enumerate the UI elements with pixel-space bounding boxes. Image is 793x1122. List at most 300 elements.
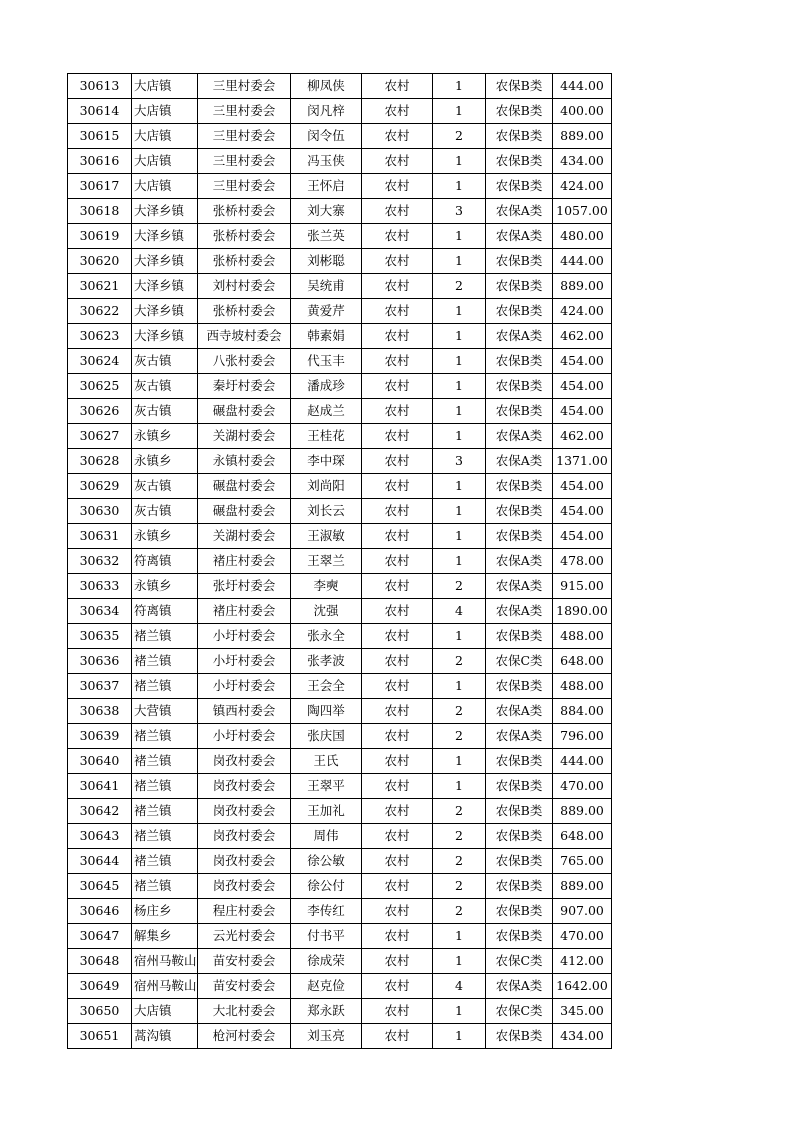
record-id-cell: 30620 (68, 249, 132, 274)
person-name-cell: 王会全 (291, 674, 362, 699)
member-count-cell: 1 (433, 74, 486, 99)
household-type-cell: 农村 (362, 599, 433, 624)
record-id-cell: 30616 (68, 149, 132, 174)
person-name-cell: 沈强 (291, 599, 362, 624)
household-type-cell: 农村 (362, 299, 433, 324)
table-row (68, 574, 612, 599)
member-count-cell: 4 (433, 599, 486, 624)
amount-cell: 454.00 (553, 374, 612, 399)
household-type-cell: 农村 (362, 99, 433, 124)
household-type-cell: 农村 (362, 874, 433, 899)
village-committee-cell: 关湖村委会 (198, 524, 291, 549)
insurance-category-cell: 农保B类 (486, 74, 553, 99)
amount-cell: 889.00 (553, 124, 612, 149)
amount-cell: 1371.00 (553, 449, 612, 474)
town-cell: 大泽乡镇 (132, 274, 198, 299)
amount-cell: 454.00 (553, 349, 612, 374)
village-committee-cell: 小圩村委会 (198, 724, 291, 749)
village-committee-cell: 苗安村委会 (198, 949, 291, 974)
amount-cell: 1642.00 (553, 974, 612, 999)
record-id-cell: 30644 (68, 849, 132, 874)
village-committee-cell: 三里村委会 (198, 74, 291, 99)
table-row (68, 849, 612, 874)
table-row (68, 449, 612, 474)
village-committee-cell: 云光村委会 (198, 924, 291, 949)
village-committee-cell: 张桥村委会 (198, 249, 291, 274)
table-row (68, 124, 612, 149)
record-id-cell: 30630 (68, 499, 132, 524)
amount-cell: 488.00 (553, 674, 612, 699)
household-type-cell: 农村 (362, 749, 433, 774)
member-count-cell: 2 (433, 649, 486, 674)
member-count-cell: 1 (433, 99, 486, 124)
town-cell: 灰古镇 (132, 374, 198, 399)
town-cell: 大店镇 (132, 99, 198, 124)
village-committee-cell: 程庄村委会 (198, 899, 291, 924)
table-row (68, 99, 612, 124)
amount-cell: 478.00 (553, 549, 612, 574)
member-count-cell: 2 (433, 124, 486, 149)
insurance-category-cell: 农保C类 (486, 649, 553, 674)
member-count-cell: 1 (433, 324, 486, 349)
member-count-cell: 2 (433, 724, 486, 749)
village-committee-cell: 小圩村委会 (198, 649, 291, 674)
record-id-cell: 30623 (68, 324, 132, 349)
town-cell: 褚兰镇 (132, 674, 198, 699)
table-row (68, 549, 612, 574)
record-id-cell: 30614 (68, 99, 132, 124)
table-row (68, 224, 612, 249)
person-name-cell: 李中琛 (291, 449, 362, 474)
member-count-cell: 2 (433, 574, 486, 599)
table-row (68, 624, 612, 649)
member-count-cell: 3 (433, 199, 486, 224)
village-committee-cell: 岗孜村委会 (198, 824, 291, 849)
insurance-category-cell: 农保B类 (486, 824, 553, 849)
town-cell: 蒿沟镇 (132, 1024, 198, 1049)
member-count-cell: 1 (433, 399, 486, 424)
table-row (68, 349, 612, 374)
village-committee-cell: 小圩村委会 (198, 624, 291, 649)
town-cell: 大泽乡镇 (132, 199, 198, 224)
insurance-category-cell: 农保A类 (486, 974, 553, 999)
insurance-category-cell: 农保B类 (486, 874, 553, 899)
record-id-cell: 30648 (68, 949, 132, 974)
record-id-cell: 30624 (68, 349, 132, 374)
household-type-cell: 农村 (362, 849, 433, 874)
insurance-category-cell: 农保B类 (486, 474, 553, 499)
insurance-category-cell: 农保A类 (486, 449, 553, 474)
household-type-cell: 农村 (362, 799, 433, 824)
member-count-cell: 1 (433, 424, 486, 449)
person-name-cell: 周伟 (291, 824, 362, 849)
person-name-cell: 王翠平 (291, 774, 362, 799)
town-cell: 褚兰镇 (132, 849, 198, 874)
household-type-cell: 农村 (362, 349, 433, 374)
insurance-category-cell: 农保A类 (486, 574, 553, 599)
amount-cell: 424.00 (553, 174, 612, 199)
insurance-category-cell: 农保B类 (486, 274, 553, 299)
record-id-cell: 30629 (68, 474, 132, 499)
household-type-cell: 农村 (362, 449, 433, 474)
village-committee-cell: 岗孜村委会 (198, 849, 291, 874)
table-row (68, 174, 612, 199)
town-cell: 褚兰镇 (132, 749, 198, 774)
household-type-cell: 农村 (362, 999, 433, 1024)
person-name-cell: 陶四举 (291, 699, 362, 724)
person-name-cell: 吴统甫 (291, 274, 362, 299)
person-name-cell: 李传红 (291, 899, 362, 924)
town-cell: 大店镇 (132, 149, 198, 174)
record-id-cell: 30631 (68, 524, 132, 549)
amount-cell: 884.00 (553, 699, 612, 724)
household-type-cell: 农村 (362, 824, 433, 849)
member-count-cell: 1 (433, 749, 486, 774)
town-cell: 永镇乡 (132, 424, 198, 449)
person-name-cell: 代玉丰 (291, 349, 362, 374)
amount-cell: 345.00 (553, 999, 612, 1024)
table-row (68, 774, 612, 799)
amount-cell: 444.00 (553, 74, 612, 99)
household-type-cell: 农村 (362, 424, 433, 449)
insurance-category-cell: 农保B类 (486, 924, 553, 949)
town-cell: 符离镇 (132, 599, 198, 624)
member-count-cell: 1 (433, 349, 486, 374)
village-committee-cell: 褚庄村委会 (198, 599, 291, 624)
amount-cell: 470.00 (553, 924, 612, 949)
town-cell: 大店镇 (132, 999, 198, 1024)
village-committee-cell: 镇西村委会 (198, 699, 291, 724)
member-count-cell: 1 (433, 174, 486, 199)
table-row (68, 199, 612, 224)
town-cell: 灰古镇 (132, 349, 198, 374)
person-name-cell: 柳凤侠 (291, 74, 362, 99)
member-count-cell: 1 (433, 624, 486, 649)
table-row (68, 474, 612, 499)
record-id-cell: 30622 (68, 299, 132, 324)
household-type-cell: 农村 (362, 624, 433, 649)
record-id-cell: 30636 (68, 649, 132, 674)
person-name-cell: 王淑敏 (291, 524, 362, 549)
village-committee-cell: 三里村委会 (198, 174, 291, 199)
town-cell: 褚兰镇 (132, 649, 198, 674)
person-name-cell: 王氏 (291, 749, 362, 774)
household-type-cell: 农村 (362, 949, 433, 974)
member-count-cell: 1 (433, 499, 486, 524)
town-cell: 大营镇 (132, 699, 198, 724)
household-type-cell: 农村 (362, 374, 433, 399)
insurance-category-cell: 农保B类 (486, 174, 553, 199)
town-cell: 大泽乡镇 (132, 224, 198, 249)
town-cell: 褚兰镇 (132, 724, 198, 749)
town-cell: 永镇乡 (132, 524, 198, 549)
village-committee-cell: 张桥村委会 (198, 224, 291, 249)
household-type-cell: 农村 (362, 1024, 433, 1049)
village-committee-cell: 岗孜村委会 (198, 799, 291, 824)
insurance-category-cell: 农保B类 (486, 374, 553, 399)
town-cell: 褚兰镇 (132, 824, 198, 849)
town-cell: 灰古镇 (132, 499, 198, 524)
person-name-cell: 冯玉侠 (291, 149, 362, 174)
insurance-category-cell: 农保B类 (486, 774, 553, 799)
town-cell: 褚兰镇 (132, 874, 198, 899)
table-row (68, 1024, 612, 1049)
record-id-cell: 30613 (68, 74, 132, 99)
amount-cell: 889.00 (553, 799, 612, 824)
household-type-cell: 农村 (362, 474, 433, 499)
insurance-category-cell: 农保A类 (486, 324, 553, 349)
table-row (68, 674, 612, 699)
record-id-cell: 30625 (68, 374, 132, 399)
household-type-cell: 农村 (362, 499, 433, 524)
person-name-cell: 刘玉亮 (291, 1024, 362, 1049)
table-body (68, 74, 612, 1049)
person-name-cell: 徐公敏 (291, 849, 362, 874)
insurance-category-cell: 农保B类 (486, 249, 553, 274)
town-cell: 大店镇 (132, 124, 198, 149)
amount-cell: 889.00 (553, 274, 612, 299)
town-cell: 大泽乡镇 (132, 299, 198, 324)
insurance-category-cell: 农保B类 (486, 399, 553, 424)
amount-cell: 454.00 (553, 399, 612, 424)
village-committee-cell: 西寺坡村委会 (198, 324, 291, 349)
village-committee-cell: 三里村委会 (198, 99, 291, 124)
amount-cell: 765.00 (553, 849, 612, 874)
town-cell: 杨庄乡 (132, 899, 198, 924)
amount-cell: 454.00 (553, 524, 612, 549)
amount-cell: 462.00 (553, 424, 612, 449)
insurance-category-cell: 农保B类 (486, 524, 553, 549)
amount-cell: 400.00 (553, 99, 612, 124)
record-id-cell: 30640 (68, 749, 132, 774)
amount-cell: 480.00 (553, 224, 612, 249)
member-count-cell: 2 (433, 274, 486, 299)
village-committee-cell: 小圩村委会 (198, 674, 291, 699)
village-committee-cell: 张桥村委会 (198, 299, 291, 324)
data-table (67, 73, 612, 1049)
amount-cell: 454.00 (553, 499, 612, 524)
household-type-cell: 农村 (362, 974, 433, 999)
person-name-cell: 张庆国 (291, 724, 362, 749)
member-count-cell: 1 (433, 774, 486, 799)
person-name-cell: 王怀启 (291, 174, 362, 199)
insurance-category-cell: 农保A类 (486, 724, 553, 749)
table-row (68, 499, 612, 524)
member-count-cell: 1 (433, 924, 486, 949)
household-type-cell: 农村 (362, 74, 433, 99)
amount-cell: 907.00 (553, 899, 612, 924)
person-name-cell: 刘彬聪 (291, 249, 362, 274)
member-count-cell: 2 (433, 824, 486, 849)
table-row (68, 399, 612, 424)
record-id-cell: 30645 (68, 874, 132, 899)
household-type-cell: 农村 (362, 574, 433, 599)
insurance-category-cell: 农保B类 (486, 99, 553, 124)
record-id-cell: 30617 (68, 174, 132, 199)
amount-cell: 412.00 (553, 949, 612, 974)
insurance-category-cell: 农保B类 (486, 674, 553, 699)
member-count-cell: 1 (433, 474, 486, 499)
person-name-cell: 潘成珍 (291, 374, 362, 399)
insurance-category-cell: 农保B类 (486, 849, 553, 874)
amount-cell: 434.00 (553, 149, 612, 174)
household-type-cell: 农村 (362, 274, 433, 299)
person-name-cell: 闵令伍 (291, 124, 362, 149)
village-committee-cell: 张桥村委会 (198, 199, 291, 224)
town-cell: 解集乡 (132, 924, 198, 949)
town-cell: 永镇乡 (132, 574, 198, 599)
household-type-cell: 农村 (362, 124, 433, 149)
town-cell: 大泽乡镇 (132, 324, 198, 349)
person-name-cell: 张兰英 (291, 224, 362, 249)
amount-cell: 444.00 (553, 749, 612, 774)
town-cell: 宿州马鞍山 (132, 974, 198, 999)
person-name-cell: 闵凡梓 (291, 99, 362, 124)
insurance-category-cell: 农保A类 (486, 224, 553, 249)
table-row (68, 649, 612, 674)
village-committee-cell: 永镇村委会 (198, 449, 291, 474)
town-cell: 褚兰镇 (132, 799, 198, 824)
household-type-cell: 农村 (362, 549, 433, 574)
member-count-cell: 1 (433, 999, 486, 1024)
person-name-cell: 郑永跃 (291, 999, 362, 1024)
town-cell: 大泽乡镇 (132, 249, 198, 274)
table-row (68, 599, 612, 624)
amount-cell: 796.00 (553, 724, 612, 749)
record-id-cell: 30651 (68, 1024, 132, 1049)
amount-cell: 454.00 (553, 474, 612, 499)
person-name-cell: 徐公付 (291, 874, 362, 899)
village-committee-cell: 碾盘村委会 (198, 399, 291, 424)
household-type-cell: 农村 (362, 224, 433, 249)
record-id-cell: 30650 (68, 999, 132, 1024)
village-committee-cell: 三里村委会 (198, 149, 291, 174)
member-count-cell: 1 (433, 374, 486, 399)
member-count-cell: 1 (433, 524, 486, 549)
table-row (68, 274, 612, 299)
insurance-category-cell: 农保B类 (486, 499, 553, 524)
village-committee-cell: 关湖村委会 (198, 424, 291, 449)
amount-cell: 1890.00 (553, 599, 612, 624)
person-name-cell: 王桂花 (291, 424, 362, 449)
village-committee-cell: 岗孜村委会 (198, 874, 291, 899)
person-name-cell: 王加礼 (291, 799, 362, 824)
village-committee-cell: 三里村委会 (198, 124, 291, 149)
person-name-cell: 付书平 (291, 924, 362, 949)
household-type-cell: 农村 (362, 149, 433, 174)
member-count-cell: 4 (433, 974, 486, 999)
town-cell: 褚兰镇 (132, 624, 198, 649)
town-cell: 大店镇 (132, 74, 198, 99)
village-committee-cell: 秦圩村委会 (198, 374, 291, 399)
person-name-cell: 赵克俭 (291, 974, 362, 999)
record-id-cell: 30628 (68, 449, 132, 474)
amount-cell: 434.00 (553, 1024, 612, 1049)
insurance-category-cell: 农保B类 (486, 299, 553, 324)
insurance-category-cell: 农保A类 (486, 199, 553, 224)
record-id-cell: 30634 (68, 599, 132, 624)
member-count-cell: 2 (433, 699, 486, 724)
member-count-cell: 2 (433, 799, 486, 824)
record-id-cell: 30638 (68, 699, 132, 724)
table-row (68, 374, 612, 399)
village-committee-cell: 碾盘村委会 (198, 499, 291, 524)
amount-cell: 889.00 (553, 874, 612, 899)
member-count-cell: 2 (433, 899, 486, 924)
record-id-cell: 30632 (68, 549, 132, 574)
member-count-cell: 3 (433, 449, 486, 474)
table-row (68, 724, 612, 749)
amount-cell: 648.00 (553, 824, 612, 849)
record-id-cell: 30637 (68, 674, 132, 699)
village-committee-cell: 岗孜村委会 (198, 774, 291, 799)
member-count-cell: 2 (433, 874, 486, 899)
member-count-cell: 2 (433, 849, 486, 874)
town-cell: 灰古镇 (132, 474, 198, 499)
insurance-category-cell: 农保B类 (486, 124, 553, 149)
record-id-cell: 30627 (68, 424, 132, 449)
record-id-cell: 30649 (68, 974, 132, 999)
table-row (68, 824, 612, 849)
amount-cell: 462.00 (553, 324, 612, 349)
member-count-cell: 1 (433, 149, 486, 174)
village-committee-cell: 刘村村委会 (198, 274, 291, 299)
insurance-category-cell: 农保B类 (486, 1024, 553, 1049)
table-row (68, 149, 612, 174)
amount-cell: 444.00 (553, 249, 612, 274)
member-count-cell: 1 (433, 674, 486, 699)
person-name-cell: 赵成兰 (291, 399, 362, 424)
insurance-category-cell: 农保B类 (486, 624, 553, 649)
insurance-category-cell: 农保B类 (486, 899, 553, 924)
person-name-cell: 刘长云 (291, 499, 362, 524)
table-row (68, 999, 612, 1024)
table-row (68, 524, 612, 549)
record-id-cell: 30619 (68, 224, 132, 249)
household-type-cell: 农村 (362, 899, 433, 924)
insurance-category-cell: 农保B类 (486, 749, 553, 774)
person-name-cell: 刘尚阳 (291, 474, 362, 499)
insurance-category-cell: 农保A类 (486, 699, 553, 724)
amount-cell: 915.00 (553, 574, 612, 599)
insurance-category-cell: 农保C类 (486, 999, 553, 1024)
amount-cell: 424.00 (553, 299, 612, 324)
town-cell: 灰古镇 (132, 399, 198, 424)
record-id-cell: 30647 (68, 924, 132, 949)
record-id-cell: 30646 (68, 899, 132, 924)
household-type-cell: 农村 (362, 249, 433, 274)
record-id-cell: 30642 (68, 799, 132, 824)
household-type-cell: 农村 (362, 199, 433, 224)
member-count-cell: 1 (433, 949, 486, 974)
insurance-category-cell: 农保B类 (486, 349, 553, 374)
household-type-cell: 农村 (362, 774, 433, 799)
person-name-cell: 张永全 (291, 624, 362, 649)
person-name-cell: 张孝波 (291, 649, 362, 674)
person-name-cell: 王翠兰 (291, 549, 362, 574)
household-type-cell: 农村 (362, 399, 433, 424)
table-row (68, 249, 612, 274)
town-cell: 褚兰镇 (132, 774, 198, 799)
record-id-cell: 30639 (68, 724, 132, 749)
insurance-category-cell: 农保A类 (486, 424, 553, 449)
table-row (68, 74, 612, 99)
member-count-cell: 1 (433, 224, 486, 249)
household-type-cell: 农村 (362, 174, 433, 199)
table-row (68, 699, 612, 724)
member-count-cell: 1 (433, 299, 486, 324)
household-type-cell: 农村 (362, 924, 433, 949)
